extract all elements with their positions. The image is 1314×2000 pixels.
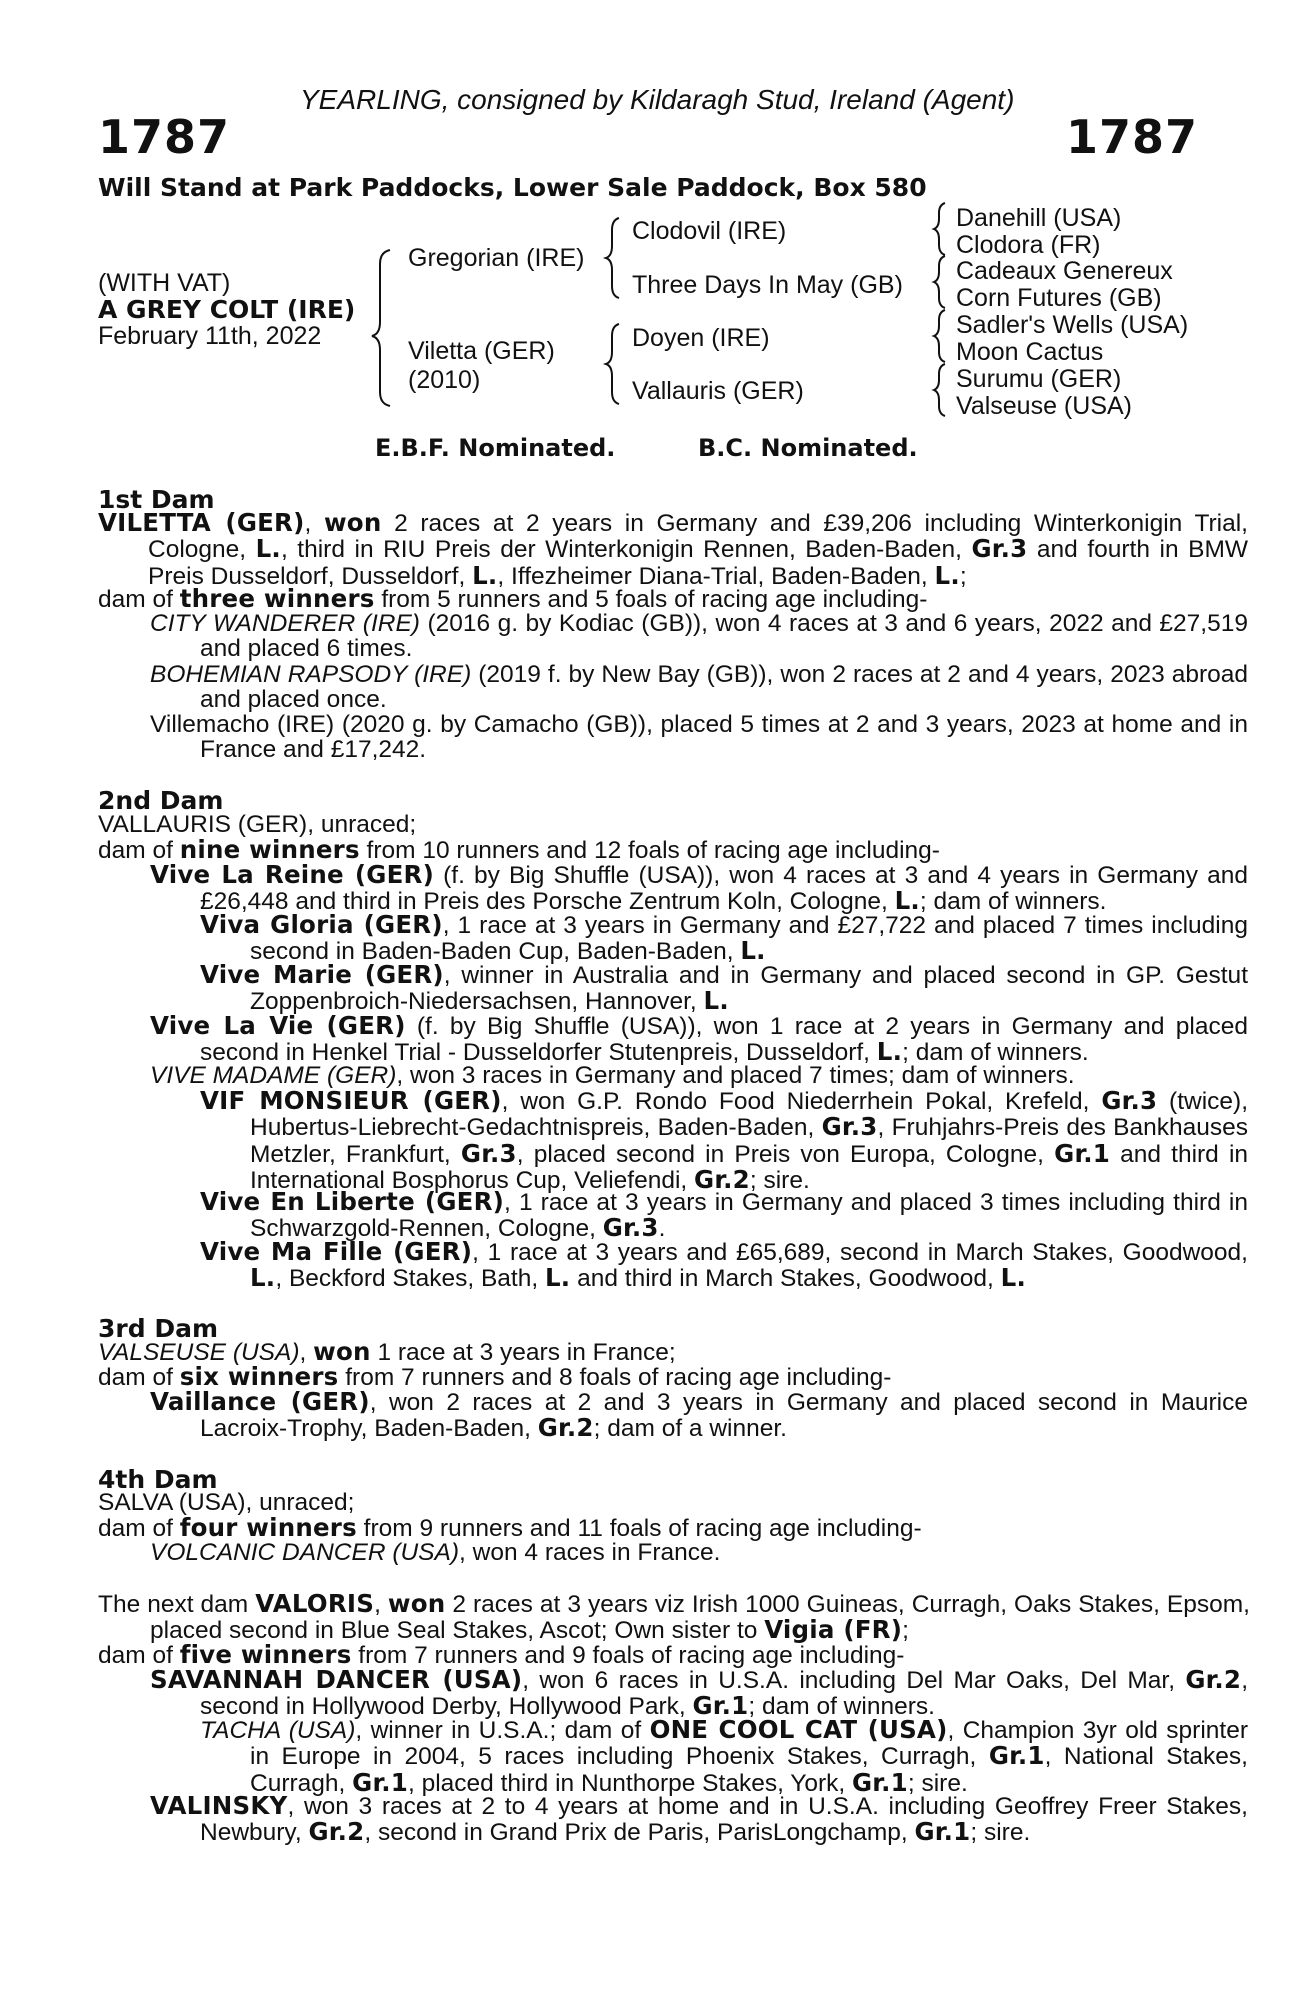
produce-villemacho: Villemacho (IRE) (2020 g. by Camacho (GB)), placed 5 times at 2 and 3 years, 2023 at home and in France and £17,242. <box>150 711 1248 764</box>
text: , won 2 races at 2 and 3 years in Germany and placed second in Maurice Lacroix-Trophy, Baden-Baden, <box>200 1389 1248 1443</box>
text: dam of <box>98 1364 180 1391</box>
horse-name: Vaillance (GER) <box>150 1387 370 1416</box>
text: (twice), Hubertus-Liebrecht-Gedachtnispreis, Baden-Baden, <box>250 1088 1249 1142</box>
listed-mark: L. <box>894 886 920 916</box>
won-label: won <box>387 1589 446 1618</box>
first-dam-heading: 1st Dam <box>98 485 215 514</box>
group-mark: Gr.1 <box>988 1741 1045 1771</box>
winners-count: six winners <box>179 1362 339 1391</box>
first-dam-paragraph: VILETTA (GER), won 2 races at 2 years in Germany and £39,206 including Winterkonigin Trial, Cologne, L., third in RIU Preis der Winterkonigin Rennen, Baden-Baden, Gr.3 and fourth in BMW Preis Dusseldorf, Dusseldorf, L., Iffezheimer Diana-Trial, Baden-Baden, L.; <box>98 508 1248 590</box>
text: ; sire. <box>907 1769 968 1797</box>
text: , winner in Australia and in Germany and placed second in GP. Gestut Zoppenbroich-Niedersachsen, Hannover, <box>250 962 1248 1016</box>
winners-count: five winners <box>179 1640 352 1669</box>
text: 2 races at 3 years viz Irish 1000 Guineas, Curragh, Oaks Stakes, Epsom, placed second in Blue Seal Stakes, Ascot; Own sister to <box>150 1591 1250 1645</box>
group-mark: Gr.2 <box>308 1817 365 1847</box>
horse-name: Vive En Liberte (GER) <box>200 1187 505 1216</box>
text: , 1 race at 3 years and £65,689, second in March Stakes, Goodwood, <box>472 1239 1248 1266</box>
horse-name: Vive La Vie (GER) <box>150 1011 406 1040</box>
text: ; dam of winners. <box>919 888 1107 916</box>
group-mark: Gr.1 <box>692 1691 749 1721</box>
listed-mark: L. <box>703 986 729 1016</box>
produce-vive-la-vie <box>150 1013 1248 1066</box>
text: ; dam of winners. <box>902 1039 1089 1067</box>
text: dam of <box>98 1642 180 1669</box>
third-dam-heading: 3rd Dam <box>98 1314 218 1343</box>
text: from 9 runners and 11 foals of racing age including- <box>356 1515 922 1542</box>
group-mark: Gr.1 <box>1054 1138 1110 1168</box>
text: , Fruhjahrs-Preis des Bankhauses Metzler, Frankfurt, <box>250 1114 1248 1168</box>
text: , 1 race at 3 years in Germany and placed 3 times including third in Schwarzgold-Rennen, Cologne, <box>250 1189 1248 1243</box>
grandsire-7: Surumu (GER) <box>956 365 1122 393</box>
horse-name: Vive La Reine (GER) <box>150 860 435 889</box>
group-mark: Gr.1 <box>914 1817 971 1847</box>
text: dam of <box>98 1515 180 1542</box>
granddam-2: Clodora (FR) <box>956 231 1101 259</box>
winners-count: three winners <box>179 584 375 613</box>
horse-name: VIVE MADAME (GER) <box>150 1062 397 1089</box>
text: , third in RIU Preis der Winterkonigin Rennen, Baden-Baden, <box>280 536 972 564</box>
horse-name: CITY WANDERER (IRE) <box>150 610 420 637</box>
produce-bohemian-rapsody <box>150 662 1248 713</box>
text: (2019 f. by New Bay (GB)), won 2 races at 2 and 4 years, 2023 abroad and placed once. <box>200 661 1248 714</box>
fourth-dam-produce-line <box>98 1515 1198 1541</box>
group-mark: Gr.3 <box>460 1138 517 1168</box>
text: , placed third in Nunthorpe Stakes, York, <box>408 1769 852 1797</box>
text: 1 race at 3 years in France; <box>370 1339 676 1366</box>
produce-vive-en-liberte <box>200 1189 1248 1242</box>
horse-name: Vive Marie (GER) <box>200 960 444 989</box>
horse-name: TACHA (USA) <box>200 1717 356 1744</box>
horse-name: VALINSKY <box>150 1791 288 1820</box>
horse-name: VALSEUSE (USA) <box>98 1339 300 1366</box>
granddam-4: Corn Futures (GB) <box>956 284 1162 312</box>
text: (2016 g. by Kodiac (GB)), won 4 races at 3 and 6 years, 2022 and £27,519 and placed 6 times. <box>200 610 1248 663</box>
text: , placed second in Preis von Europa, Cologne, <box>516 1140 1055 1168</box>
text: ; dam of a winner. <box>593 1415 787 1443</box>
listed-mark: L. <box>255 534 281 564</box>
text: (f. by Big Shuffle (USA)), won 1 race at 2 years in Germany and placed second in Henkel Trial - Dusseldorfer Stutenpreis, Dusseldorf, <box>200 1013 1248 1067</box>
listed-mark: L. <box>544 1263 571 1293</box>
group-mark: Gr.1 <box>352 1767 408 1797</box>
fourth-dam-name: SALVA (USA), unraced; <box>98 1489 355 1516</box>
lot-number-right: 1787 <box>1065 110 1198 164</box>
text: ; <box>959 562 967 590</box>
grandsire-5: Sadler's Wells (USA) <box>956 311 1189 339</box>
produce-savannah-dancer <box>150 1667 1248 1720</box>
text: and fourth in BMW Preis Dusseldorf, Dusseldorf, <box>148 536 1248 590</box>
listed-mark: L. <box>1000 1263 1026 1293</box>
text: , 1 race at 3 years in Germany and £27,722 and placed 7 times including second in Baden-Baden Cup, Baden-Baden, <box>250 912 1248 966</box>
text: dam of <box>98 586 180 613</box>
produce-tacha <box>200 1717 1248 1796</box>
produce-city-wanderer <box>150 611 1248 662</box>
sire-dam: Three Days In May (GB) <box>632 271 903 299</box>
produce-vive-la-reine <box>150 862 1248 915</box>
second-dam-name: VALLAURIS (GER), unraced; <box>98 811 417 838</box>
granddam-6: Moon Cactus <box>956 338 1104 366</box>
horse-name: SAVANNAH DANCER (USA) <box>150 1665 523 1694</box>
produce-viva-gloria <box>200 912 1248 965</box>
horse-name: VOLCANIC DANCER (USA) <box>150 1539 460 1566</box>
grandsire-1: Danehill (USA) <box>956 204 1122 232</box>
text: from 5 runners and 5 foals of racing age including- <box>374 586 928 613</box>
produce-vive-madame <box>150 1063 1198 1088</box>
text: , won 3 races in Germany and placed 7 times; dam of winners. <box>396 1062 1075 1089</box>
text: , winner in U.S.A.; dam of <box>355 1717 650 1744</box>
horse-name: A GREY COLT (IRE) <box>98 295 356 324</box>
produce-vif-monsieur <box>200 1088 1248 1194</box>
text: , Iffezheimer Diana-Trial, Baden-Baden, <box>497 562 935 590</box>
bc-nomination: B.C. Nominated. <box>698 434 918 462</box>
fourth-dam-heading: 4th Dam <box>98 1465 218 1494</box>
listed-mark: L. <box>740 936 766 966</box>
group-mark: Gr.3 <box>602 1213 659 1243</box>
first-dam-produce-line <box>98 586 1198 612</box>
horse-name: Viva Gloria (GER) <box>200 910 443 939</box>
text: , second in Hollywood Derby, Hollywood Park, <box>200 1667 1248 1721</box>
third-dam-line: VALSEUSE (USA), won 1 race at 3 years in France; <box>98 1337 676 1366</box>
text: 2 races at 2 years in Germany and £39,206 including Winterkonigin Trial, Cologne, <box>148 510 1248 564</box>
text: dam of <box>98 837 180 864</box>
group-mark: Gr.1 <box>852 1767 908 1797</box>
granddam-8: Valseuse (USA) <box>956 392 1132 420</box>
group-mark: Gr.2 <box>537 1413 594 1443</box>
group-mark: Gr.3 <box>821 1112 878 1142</box>
second-dam-heading: 2nd Dam <box>98 786 224 815</box>
group-mark: Gr.2 <box>1185 1665 1242 1694</box>
grandsire-3: Cadeaux Genereux <box>956 257 1173 285</box>
dam-dam: Vallauris (GER) <box>632 377 804 405</box>
horse-name: VALORIS <box>255 1589 375 1618</box>
text: The next dam <box>98 1591 256 1618</box>
listed-mark: L. <box>250 1263 276 1293</box>
text: from 10 runners and 12 foals of racing age including- <box>359 837 940 864</box>
listed-mark: L. <box>472 560 498 590</box>
foaling-date: February 11th, 2022 <box>98 322 322 350</box>
dam-name: Viletta (GER) <box>408 337 555 365</box>
stand-location: Will Stand at Park Paddocks, Lower Sale Paddock, Box 580 <box>98 173 927 202</box>
ebf-nomination: E.B.F. Nominated. <box>375 434 616 462</box>
dam-sire: Doyen (IRE) <box>632 324 770 352</box>
horse-name: Vigia (FR) <box>764 1615 903 1645</box>
text: (f. by Big Shuffle (USA)), won 4 races at 3 and 4 years in Germany and £26,448 and third in Preis des Porsche Zentrum Koln, Cologne, <box>200 862 1249 916</box>
produce-volcanic-dancer <box>150 1540 1198 1565</box>
text: , Champion 3yr old sprinter in Europe in 2004, 5 races including Phoenix Stakes, Curragh, <box>250 1717 1249 1771</box>
next-dam-paragraph: The next dam VALORIS, won 2 races at 3 years viz Irish 1000 Guineas, Curragh, Oaks Stakes, Epsom, placed second in Blue Seal Stakes, Ascot; Own sister to Vigia (FR); <box>98 1589 1250 1645</box>
group-mark: Gr.3 <box>971 534 1028 564</box>
won-label: won <box>323 508 382 537</box>
sire-name: Gregorian (IRE) <box>408 244 585 272</box>
text: . <box>658 1215 666 1243</box>
consignment-line: YEARLING, consigned by Kildaragh Stud, Ireland (Agent) <box>300 84 1015 115</box>
winners-count: nine winners <box>179 835 360 864</box>
text: , second in Grand Prix de Paris, ParisLongchamp, <box>364 1819 915 1847</box>
horse-name: BOHEMIAN RAPSODY (IRE) <box>150 661 472 688</box>
text: and third in March Stakes, Goodwood, <box>570 1265 1001 1293</box>
text: , Beckford Stakes, Bath, <box>275 1265 545 1293</box>
text: ; <box>902 1617 909 1645</box>
text: ; dam of winners. <box>748 1693 935 1721</box>
first-dam-name: VILETTA (GER) <box>98 508 305 537</box>
won-label: won <box>313 1337 371 1366</box>
listed-mark: L. <box>876 1037 903 1067</box>
text: , won 3 races at 2 to 4 years at home and in U.S.A. including Geoffrey Freer Stakes, Newbury, <box>200 1793 1248 1847</box>
dam-year: (2010) <box>408 366 481 394</box>
horse-name: ONE COOL CAT (USA) <box>649 1715 948 1744</box>
text: and third in International Bosphorus Cup, Veliefendi, <box>250 1140 1249 1195</box>
horse-name: VIF MONSIEUR (GER) <box>200 1086 502 1115</box>
produce-vaillance <box>150 1389 1248 1442</box>
text: from 7 runners and 9 foals of racing age including- <box>351 1642 905 1669</box>
text: , won G.P. Rondo Food Niederrhein Pokal, Krefeld, <box>501 1088 1102 1115</box>
text: ; sire. <box>749 1167 810 1195</box>
produce-vive-marie <box>200 962 1248 1015</box>
vat-note: (WITH VAT) <box>98 269 231 297</box>
text: , won 6 races in U.S.A. including Del Mar Oaks, Del Mar, <box>522 1667 1186 1694</box>
group-mark: Gr.2 <box>694 1165 750 1195</box>
text: , won 4 races in France. <box>459 1539 721 1566</box>
text: ; sire. <box>970 1819 1031 1847</box>
horse-name: Vive Ma Fille (GER) <box>200 1237 473 1266</box>
sire-sire: Clodovil (IRE) <box>632 217 787 245</box>
group-mark: Gr.3 <box>1101 1086 1158 1115</box>
lot-number-left: 1787 <box>98 110 231 164</box>
produce-vive-ma-fille <box>200 1239 1248 1292</box>
text: , National Stakes, Curragh, <box>250 1743 1248 1797</box>
winners-count: four winners <box>179 1513 357 1542</box>
listed-mark: L. <box>934 560 960 590</box>
text: from 7 runners and 8 foals of racing age including- <box>338 1364 892 1391</box>
produce-valinsky <box>150 1793 1248 1846</box>
